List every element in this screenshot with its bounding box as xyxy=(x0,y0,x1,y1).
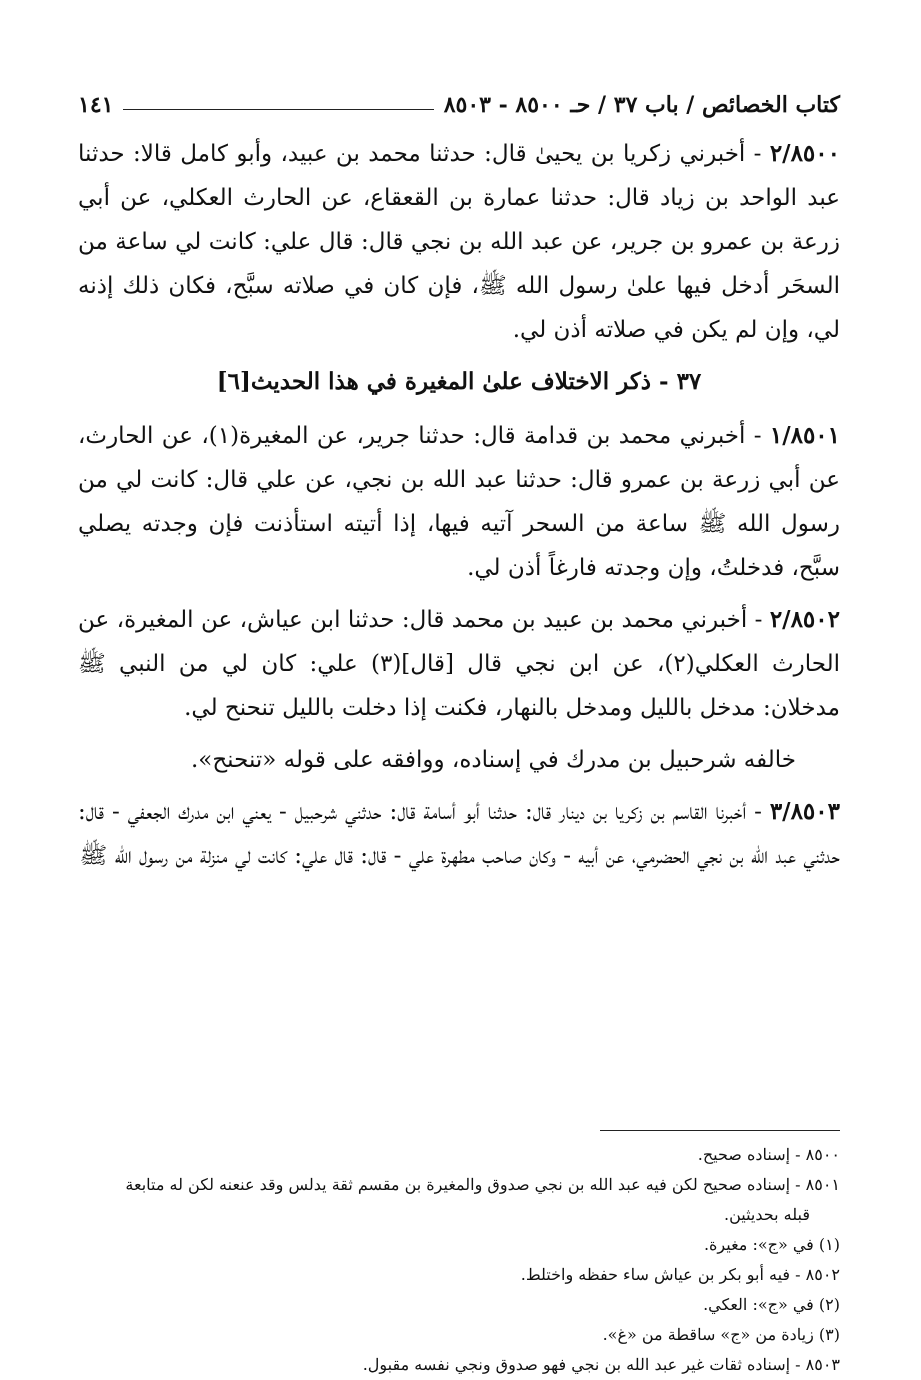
footnote: ٨٥٠٢ - فيه أبو بكر بن عياش ساء حفظه واختلط. xyxy=(520,1265,840,1284)
section-title: ٣٧ - ذكر الاختلاف علىٰ المغيرة في هذا الحديث[٦] xyxy=(216,368,702,395)
page-number: ١٤١ xyxy=(78,92,114,118)
running-header xyxy=(78,78,840,118)
hadith-number: ٣/٨٥٠٣ xyxy=(769,798,840,825)
page xyxy=(78,78,841,1374)
hadith-text: - أخبرنا القاسم بن زكريا بن دينار قال: حدثنا أبو أسامة قال: حدثني شرحبيل - يعني ابن مدرك الجعفي - قال: حدثني عبد الله بن نجي الحضرمي، عن أبيه - وكان صاحب مطهرة علي - قال: قال علي: كانت لي منزلة من رسول الله ﷺ xyxy=(78,799,840,869)
footnote-continuation: قبله بحديثين. xyxy=(724,1205,810,1224)
hadith-text: - أخبرني محمد بن عبيد بن محمد قال: حدثنا ابن عياش، عن المغيرة، عن الحارث العكلي(٢)، عن ابن نجي قال [قال](٣) علي: كان لي من النبي ﷺ مدخلان: مدخل بالليل ومدخل بالنهار، فكنت إذا دخلت بالليل تنحنح لي. xyxy=(78,607,841,721)
header-title: كتاب الخصائص / باب ٣٧ / حـ ٨٥٠٠ - ٨٥٠٣ xyxy=(443,92,840,118)
footnote: ٨٥٠٣ - إسناده ثقات غير عبد الله بن نجي فهو صدوق ونجي نفسه مقبول. xyxy=(362,1355,840,1374)
hadith-8501 xyxy=(78,414,840,590)
footnotes xyxy=(78,1140,840,1380)
note-line: خالفه شرحبيل بن مدرك في إسناده، ووافقه على قوله «تنحنح». xyxy=(190,747,796,773)
hadith-number: ٢/٨٥٠٢ xyxy=(769,606,840,633)
footnote: (٣) زيادة من «ج» ساقطة من «غ». xyxy=(602,1325,840,1344)
hadith-number: ١/٨٥٠١ xyxy=(769,422,841,449)
hadith-8502 xyxy=(78,598,840,730)
body-text xyxy=(78,132,840,878)
hadith-text: - أخبرني محمد بن قدامة قال: حدثنا جرير، عن المغيرة(١)، عن الحارث، عن أبي زرعة بن عمرو قال: حدثنا عبد الله بن نجي، عن علي قال: كانت لي من رسول الله ﷺ ساعة من السحر آتيه فيها، إذا أتيته استأذنت فإن وجدته يصلي سبَّح، فدخلتُ، وإن وجدته فارغاً أذن لي. xyxy=(78,423,840,581)
footnote: (٢) في «ج»: العكي. xyxy=(703,1295,840,1314)
hadith-8500 xyxy=(78,132,840,352)
footnote-rule xyxy=(600,1130,840,1131)
footnote: ٨٥٠٠ - إسناده صحيح. xyxy=(697,1145,840,1164)
hadith-number: ٢/٨٥٠٠ xyxy=(769,140,840,167)
hadith-8503 xyxy=(78,790,840,878)
hadith-text: - أخبرني زكريا بن يحيىٰ قال: حدثنا محمد بن عبيد، وأبو كامل قالا: حدثنا عبد الواحد بن زياد قال: حدثنا عمارة بن القعقاع، عن الحارث العكلي، عن أبي زرعة بن عمرو بن جرير، عن عبد الله بن نجي قال: قال علي: كانت لي ساعة من السحَر أدخل فيها علىٰ رسول الله ﷺ، فإن كان في صلاته سبَّح، فكان ذلك إذنه لي، وإن لم يكن في صلاته أذن لي. xyxy=(78,141,840,343)
footnote: (١) في «ج»: مغيرة. xyxy=(703,1235,840,1254)
footnote: ٨٥٠١ - إسناده صحيح لكن فيه عبد الله بن نجي صدوق والمغيرة بن مقسم ثقة يدلس وقد عنعنه لكن له متابعة xyxy=(125,1175,840,1194)
header-rule xyxy=(123,109,433,110)
